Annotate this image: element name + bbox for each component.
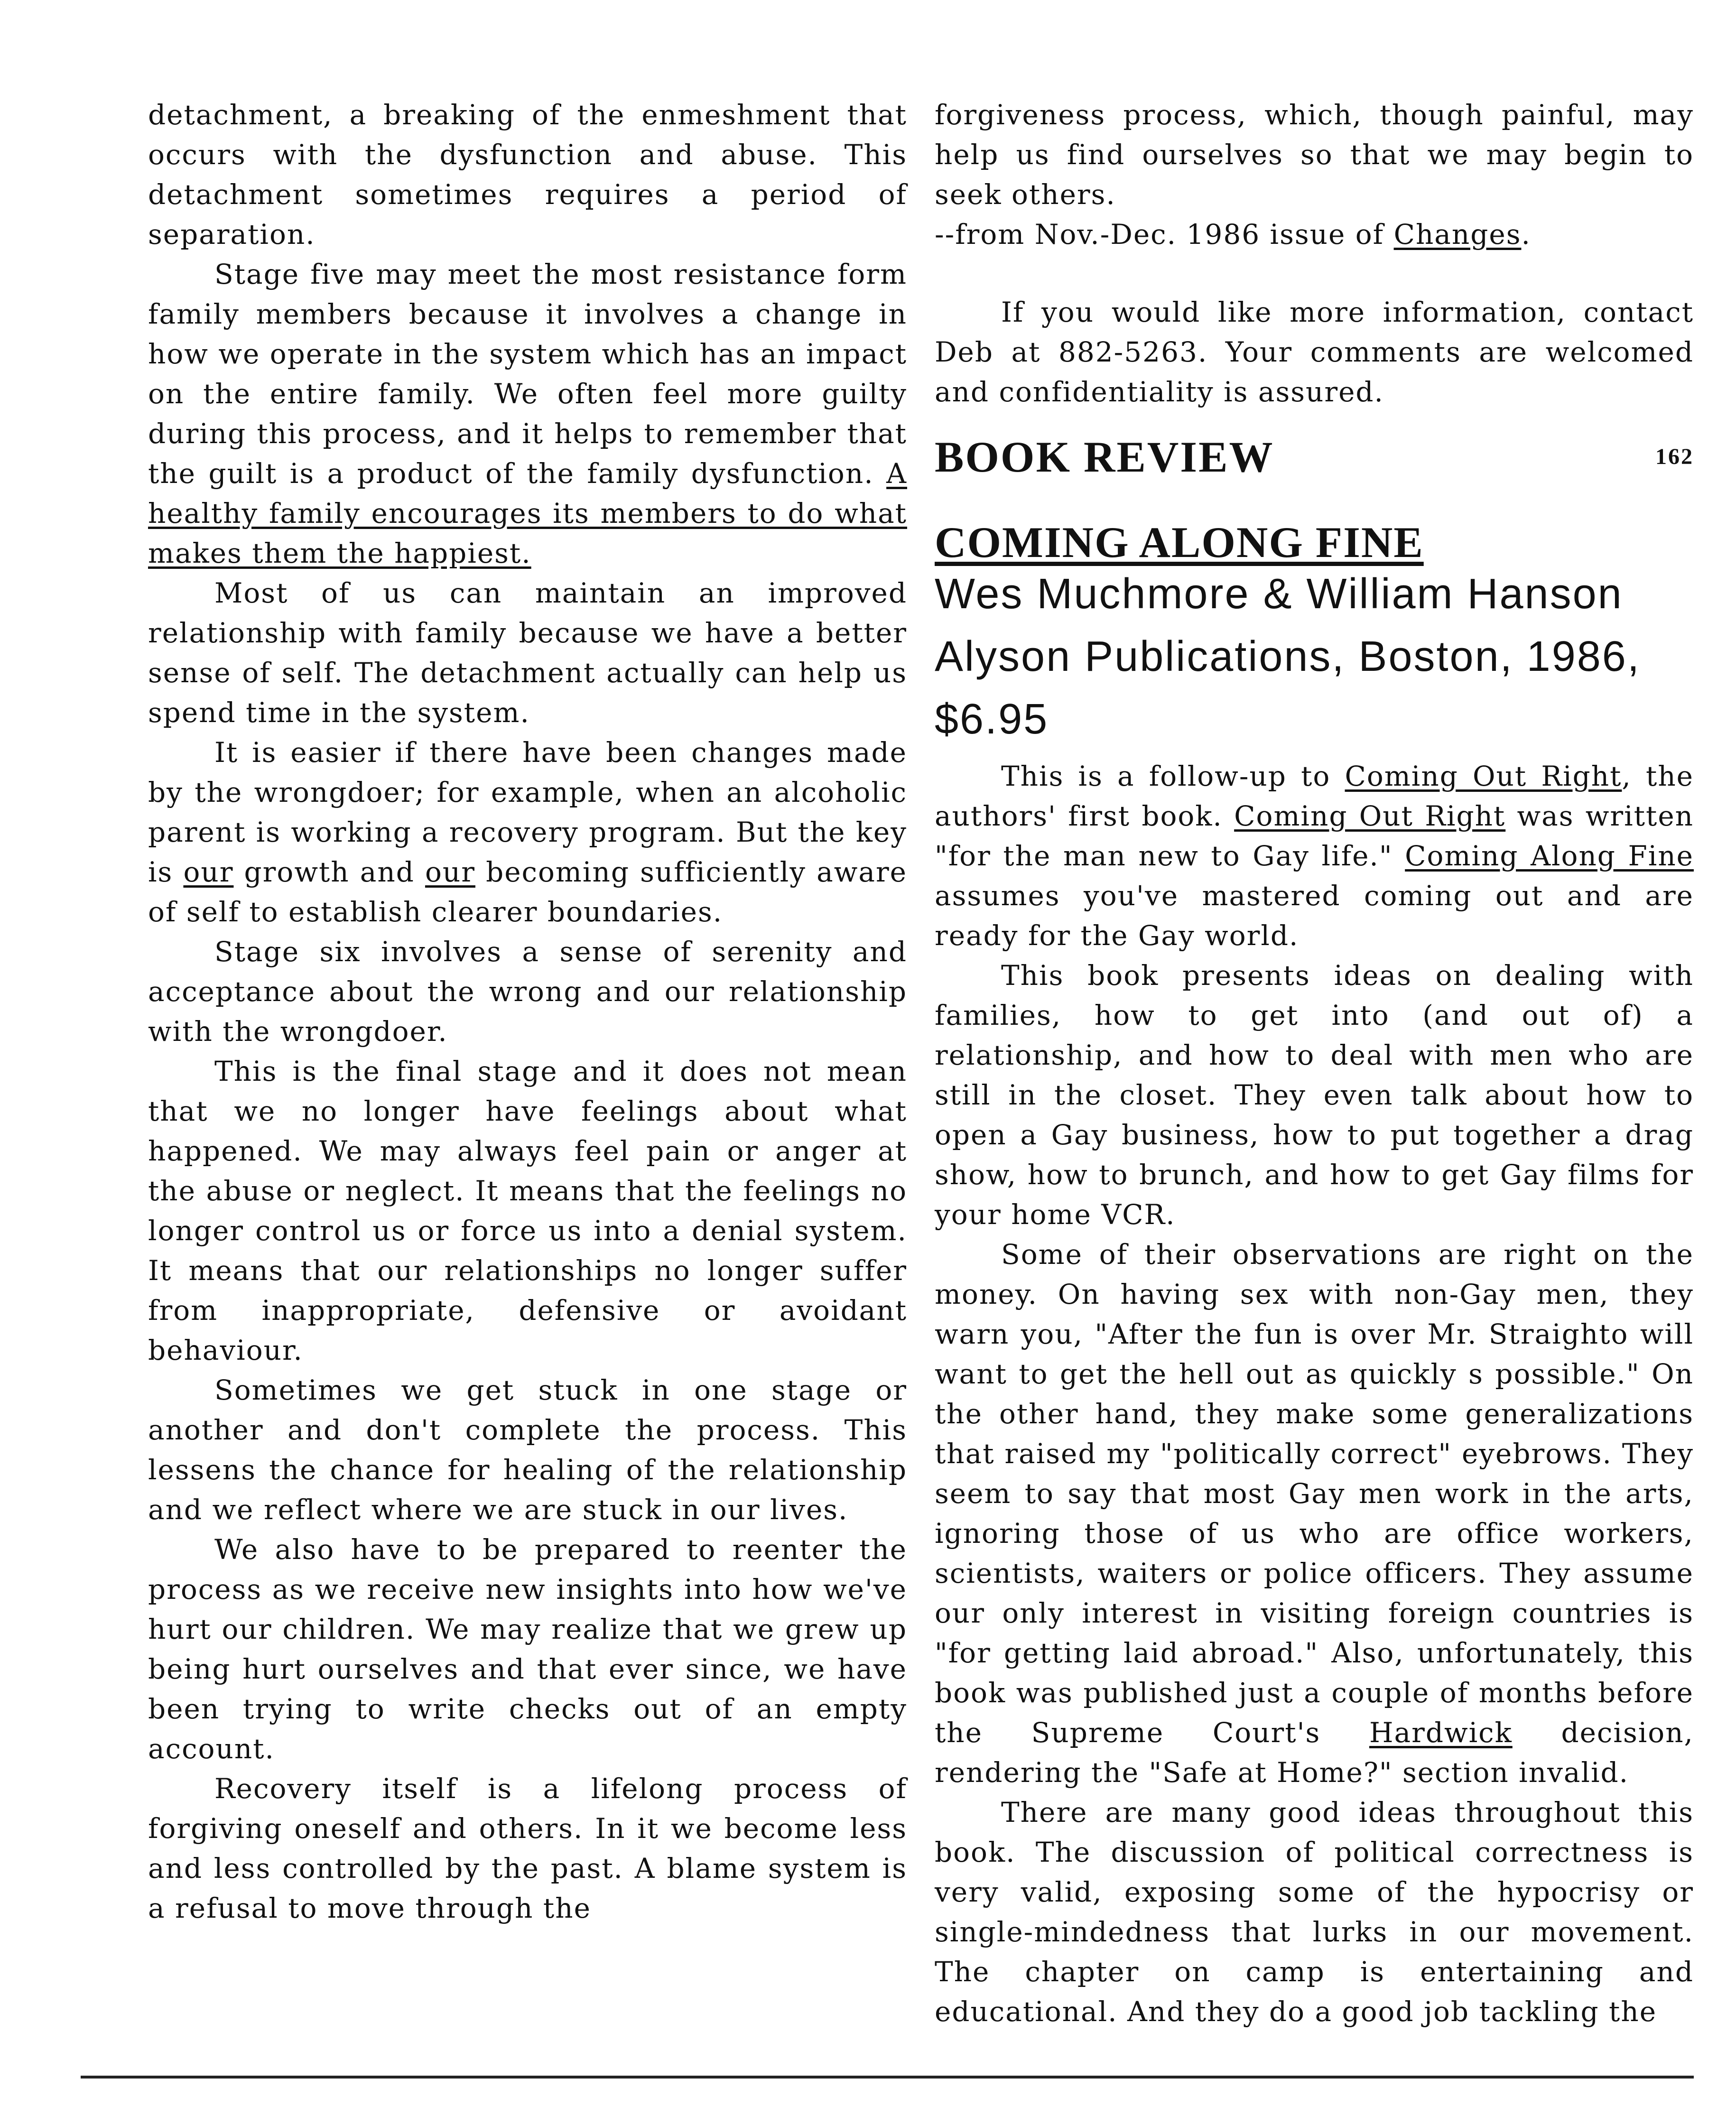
text-run: , the authors' first book.	[935, 760, 1694, 832]
text-run: growth and	[233, 856, 425, 888]
text-run: decision, rendering the "Safe at Home?" section invalid.	[935, 1717, 1694, 1789]
text-run: This is a follow-up to	[1001, 760, 1345, 792]
publication-title: Changes	[1393, 218, 1522, 251]
paragraph-forgiveness: forgiveness process, which, though painful, may help us find ourselves so that we may begin to seek others.	[935, 99, 1694, 211]
paragraph-detachment: detachment, a breaking of the enmeshment that occurs with the dysfunction and abuse. This detachment sometimes requires a period of separation.	[148, 99, 907, 251]
paragraph-stage-six: Stage six involves a sense of serenity and acceptance about the wrong and our relationship with the wrongdoer.	[148, 936, 907, 1048]
source-citation	[935, 214, 1694, 254]
text-run: was written "for the man new to Gay life."	[935, 800, 1694, 872]
review-paragraph-1	[935, 756, 1694, 956]
right-column	[935, 95, 1694, 2032]
section-heading	[935, 431, 1694, 483]
paragraph-final-stage: This is the final stage and it does not mean that we no longer have feelings about what happened. We may always feel pain or anger at the abuse or neglect. It means that the feelings no longer control us or force us into a denial system. It means that our relationships no longer suffer from inappropriate, defensive or avoidant behaviour.	[148, 1055, 907, 1366]
page-number: 162	[1655, 444, 1694, 469]
book-review-heading: BOOK REVIEW	[935, 433, 1274, 481]
emphasis-our: our	[425, 856, 475, 888]
book-title: COMING ALONG FINE	[935, 518, 1424, 566]
stage-five-text: Stage five may meet the most resistance form family members because it involves a change in how we operate in the system which has an impact on the entire family. We often feel more guilty during this process, and it helps to remember that the guilt is a product of the family dysfunction.	[148, 258, 908, 490]
text-run: It is easier if there have been changes made by the wrongdoer; for example, when an alcoholic parent is working a recovery program. But the key is	[148, 736, 907, 888]
case-reference: Hardwick	[1369, 1717, 1513, 1749]
book-price: $6.95	[935, 696, 1049, 743]
book-publisher: Alyson Publications, Boston, 1986,	[935, 633, 1641, 680]
text-run: --from Nov.-Dec. 1986 issue of	[935, 218, 1394, 251]
book-reference: Coming Along Fine	[1405, 840, 1694, 872]
paragraph-stage-five	[148, 254, 907, 573]
review-paragraph-3	[935, 1234, 1694, 1792]
book-reference: Coming Out Right	[1234, 800, 1506, 832]
left-column	[148, 95, 907, 1928]
book-authors: Wes Muchmore & William Hanson	[935, 570, 1623, 618]
paragraph-reenter-process: We also have to be prepared to reenter the process as we receive new insights into how we've hurt our children. We may realize that we grew up being hurt ourselves and that ever since, we have been trying to write checks out of an empty account.	[148, 1533, 907, 1765]
text-run: .	[1521, 218, 1531, 251]
spacer	[935, 254, 1694, 292]
healthy-family-quote: A healthy family encourages its members to do what makes them the happiest.	[148, 457, 907, 569]
contact-info: If you would like more information, contact Deb at 882-5263. Your comments are welcomed and confidentiality is assured.	[935, 296, 1694, 408]
bottom-rule	[81, 2076, 1694, 2079]
text-run: Some of their observations are right on the money. On having sex with non-Gay men, they warn you, "After the fun is over Mr. Straighto will want to get the hell out as quickly s possible." On the other hand, they make some generalizations that raised my "politically correct" eyebrows. They seem to say that most Gay men work in the arts, ignoring those of us who are office workers, scientists, waiters or police officers. They assume our only interest in visiting foreign countries is "for getting laid abroad." Also, unfortunately, this book was published just a couple of months before the Supreme Court's	[935, 1238, 1694, 1749]
review-paragraph-4: There are many good ideas throughout this book. The discussion of political correctness is very valid, exposing some of the hypocrisy or single-mindedness that lurks in our movement. The chapter on camp is entertaining and educational. And they do a good job tackling the	[935, 1796, 1694, 2028]
paragraph-improved-relationship: Most of us can maintain an improved relationship with family because we have a better sense of self. The detachment actually can help us spend time in the system.	[148, 577, 907, 729]
text-run: assumes you've mastered coming out and are ready for the Gay world.	[935, 880, 1694, 952]
paragraph-stuck: Sometimes we get stuck in one stage or another and don't complete the process. This lessens the chance for healing of the relationship and we reflect where we are stuck in our lives.	[148, 1374, 907, 1526]
review-paragraph-2: This book presents ideas on dealing with families, how to get into (and out of) a relationship, and how to deal with men who are still in the closet. They even talk about how to open a Gay business, how to put together a drag show, how to brunch, and how to get Gay films for your home VCR.	[935, 959, 1694, 1231]
paragraph-wrongdoer-changes	[148, 733, 907, 932]
book-reference: Coming Out Right	[1345, 760, 1622, 792]
paragraph-recovery: Recovery itself is a lifelong process of forgiving oneself and others. In it we become less and less controlled by the past. A blame system is a refusal to move through the	[148, 1772, 907, 1924]
text-run: becoming sufficiently aware of self to establish clearer boundaries.	[148, 856, 907, 928]
emphasis-our: our	[183, 856, 234, 888]
